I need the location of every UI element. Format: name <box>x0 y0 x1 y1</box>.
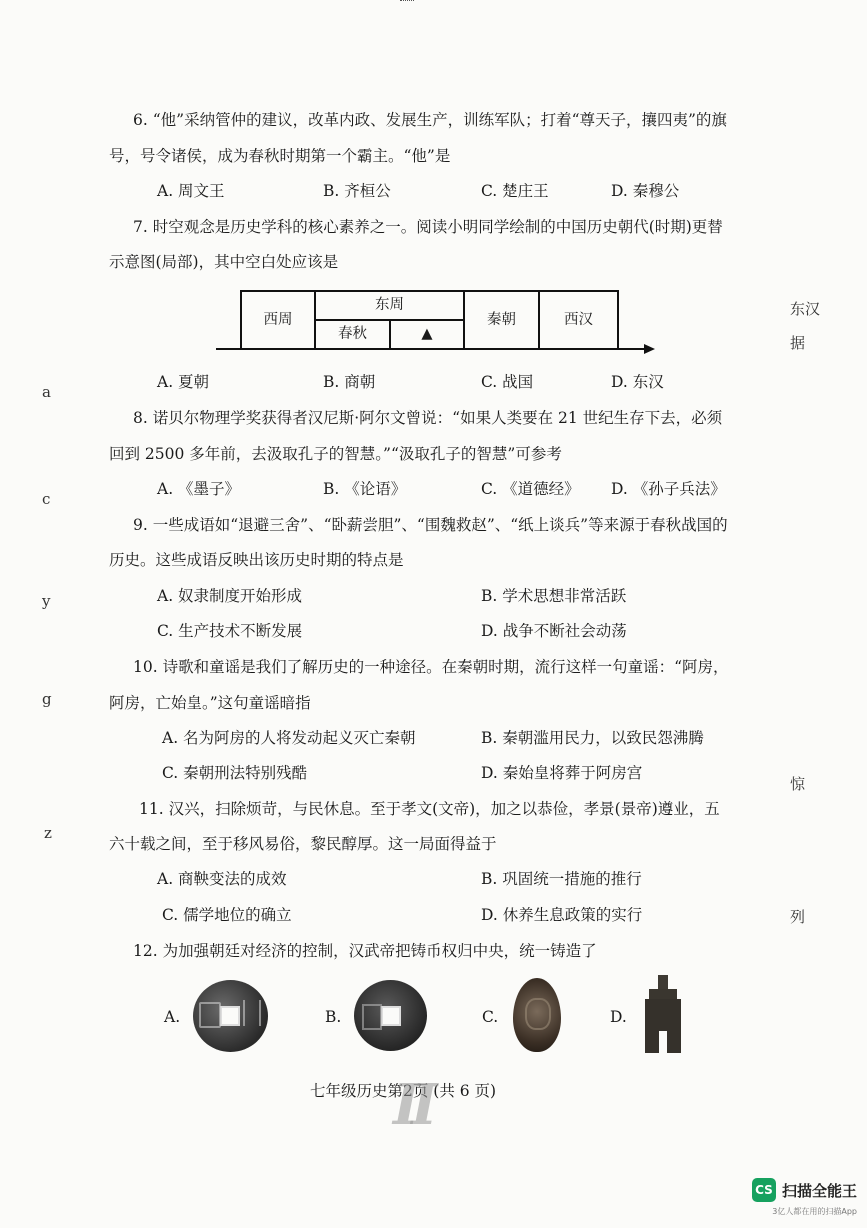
q7-option-b: B. 商朝 <box>323 373 376 391</box>
q7-line1: 7. 时空观念是历史学科的核心素养之一。阅读小明同学绘制的中国历史朝代(时期)更替 <box>133 218 723 236</box>
q7-line2: 示意图(局部)，其中空白处应该是 <box>109 253 339 271</box>
edge-text-left-4: g <box>42 690 52 708</box>
q8-option-c: C. 《道德经》 <box>481 480 580 498</box>
coin-banliang-image <box>193 980 268 1052</box>
q6-option-b: B. 齐桓公 <box>323 182 391 200</box>
coin-square-hole <box>220 1006 240 1026</box>
q6-option-c: C. 楚庄王 <box>481 182 549 200</box>
spade-coin-image <box>641 975 685 1053</box>
scan-mark <box>400 0 414 4</box>
q9-option-d: D. 战争不断社会动荡 <box>481 622 627 640</box>
timeline-label-west-han: 西汉 <box>564 312 593 328</box>
timeline-arrow-icon <box>644 344 655 354</box>
q8-option-d: D. 《孙子兵法》 <box>611 480 726 498</box>
q11-option-b: B. 巩固统一措施的推行 <box>481 870 642 888</box>
q11-option-d: D. 休养生息政策的实行 <box>481 906 643 924</box>
q10-option-d: D. 秦始皇将葬于阿房宫 <box>481 764 643 782</box>
camscanner-logo-icon: CS <box>752 1178 776 1202</box>
q10-option-a: A. 名为阿房的人将发动起义灭亡秦朝 <box>162 729 416 747</box>
brand-name: 扫描全能王 <box>781 1181 857 1200</box>
q9-line2: 历史。这些成语反映出该历史时期的特点是 <box>109 551 404 569</box>
q6-line1: 6. “他”采纳管仲的建议，改革内政、发展生产，训练军队；打着“尊天子，攘四夷”的旗 <box>133 111 727 129</box>
edge-text-left-2: c <box>42 490 51 508</box>
q12-line1: 12. 为加强朝廷对经济的控制，汉武帝把铸币权归中央，统一铸造了 <box>133 942 597 960</box>
brand-tagline: 3亿人都在用的扫描App <box>772 1207 857 1216</box>
q6-option-d: D. 秦穆公 <box>611 182 680 200</box>
coin-square-hole <box>381 1006 401 1026</box>
q12-option-d-label: D. <box>610 1008 627 1026</box>
coin-yibiqian-image <box>513 978 561 1052</box>
q12-option-b-label: B. <box>325 1008 342 1026</box>
edge-text-left-1: a <box>42 383 51 401</box>
q9-line1: 9. 一些成语如“退避三舍”、“卧薪尝胆”、“围魏救赵”、“纸上谈兵”等来源于春秋战国的 <box>133 516 728 534</box>
q11-line1: 11. 汉兴，扫除烦苛，与民休息。至于孝文(文帝)，加之以恭俭，孝景(景帝)遵业，五 <box>139 800 720 818</box>
q9-option-c: C. 生产技术不断发展 <box>157 622 303 640</box>
coin-inscription <box>243 1000 261 1026</box>
q7-option-d: D. 东汉 <box>611 373 664 391</box>
q8-line2: 回到 2500 多年前，去汲取孔子的智慧。”“汲取孔子的智慧”可参考 <box>109 445 562 463</box>
timeline-label-chunqiu: 春秋 <box>338 326 367 342</box>
edge-text-right-4: 列 <box>790 908 806 926</box>
q11-option-c: C. 儒学地位的确立 <box>162 906 292 924</box>
q11-option-a: A. 商鞅变法的成效 <box>157 870 287 888</box>
timeline-label-blank: ▲ <box>421 326 433 342</box>
timeline-axis <box>216 348 646 350</box>
scanner-brand <box>752 1178 857 1202</box>
timeline-label-qin: 秦朝 <box>487 312 516 328</box>
watermark-logo: II <box>393 1072 430 1138</box>
q10-line2: 阿房，亡始皇。”这句童谣暗指 <box>109 694 311 712</box>
edge-text-left-5: z <box>44 824 52 842</box>
q12-option-c-label: C. <box>482 1008 499 1026</box>
q6-line2: 号，号令诸侯，成为春秋时期第一个霸主。“他”是 <box>109 147 451 165</box>
coin-inscription <box>525 998 551 1030</box>
q10-option-c: C. 秦朝刑法特别残酷 <box>162 764 308 782</box>
q10-option-b: B. 秦朝滥用民力，以致民怨沸腾 <box>481 729 704 747</box>
edge-text-right-2: 据 <box>790 334 806 352</box>
q6-option-a: A. 周文王 <box>157 182 225 200</box>
q7-option-a: A. 夏朝 <box>157 373 210 391</box>
edge-text-left-3: y <box>42 592 51 610</box>
q9-option-b: B. 学术思想非常活跃 <box>481 587 627 605</box>
page-footer: 七年级历史第2页 (共 6 页) <box>310 1082 497 1100</box>
q11-line2: 六十载之间，至于移风易俗，黎民醇厚。这一局面得益于 <box>109 835 497 853</box>
q7-option-c: C. 战国 <box>481 373 534 391</box>
q8-line1: 8. 诺贝尔物理学奖获得者汉尼斯·阿尔文曾说：“如果人类要在 21 世纪生存下去，必须 <box>133 409 723 427</box>
q9-option-a: A. 奴隶制度开始形成 <box>157 587 303 605</box>
edge-text-right-1: 东汉 <box>790 300 821 318</box>
timeline-label-east-zhou: 东周 <box>375 297 404 313</box>
q10-line1: 10. 诗歌和童谣是我们了解历史的一种途径。在秦朝时期，流行这样一句童谣：“阿房， <box>133 658 729 676</box>
coin-inscription <box>362 1004 382 1030</box>
q8-option-a: A. 《墨子》 <box>157 480 241 498</box>
q8-option-b: B. 《论语》 <box>323 480 407 498</box>
q12-option-a-label: A. <box>164 1008 181 1026</box>
coin-wuzhu-image <box>354 980 427 1051</box>
coin-inscription <box>199 1002 221 1028</box>
edge-text-right-3: 惊 <box>790 775 806 793</box>
timeline-label-west-zhou: 西周 <box>263 312 293 328</box>
